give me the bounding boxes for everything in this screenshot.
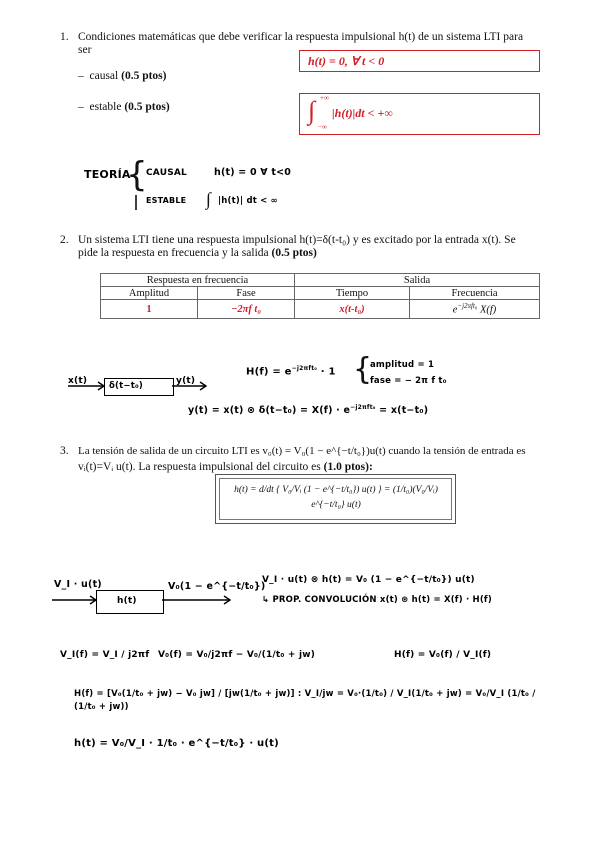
note3-hf: H(f) = V₀(f) / V_I(f)	[394, 650, 492, 660]
q3-text-line1: La tensión de salida de un circuito LTI es v₀(t) = V₀(1 − e^{−t/t₀})u(t) cuando la tensión de entrada es	[78, 445, 526, 457]
q1-causal-dash: –	[78, 70, 84, 82]
note3-vi: V_I(f) = V_I / j2πf	[60, 650, 150, 660]
note2-fase: fase = − 2π f t₀	[370, 376, 447, 386]
note2-yt-exp: −j2πft₀	[350, 404, 376, 411]
table-value-tiempo: x(t-t₀)	[295, 300, 410, 319]
note2-hf-main: H(f) = e	[246, 366, 292, 378]
note3-block-label: h(t)	[117, 596, 137, 606]
q2-text-line2-a: pide la respuesta en frecuencia y la salida	[78, 247, 269, 259]
integral-sign: ∫	[308, 96, 316, 125]
note2-block-label: δ(t−t₀)	[109, 381, 143, 391]
q3-number: 3.	[60, 445, 69, 457]
note3-out: V₀(1 − e^{−t/t₀})	[168, 581, 266, 592]
note-causal-cond: h(t) = 0 ∀ t<0	[214, 167, 292, 178]
q2-text-line1: Un sistema LTI tiene una respuesta impulsional h(t)=δ(t-t₀) y es excitado por la entrada x(t). Se	[78, 234, 516, 246]
q1-integral-lower: −∞	[318, 123, 327, 131]
note2-block-in: x(t)	[68, 376, 88, 386]
note3-hf2: H(f) = [V₀(1/t₀ + jw) − V₀ jw] / [jw(1/t₀ + jw)] : V_I/jw = V₀·(1/t₀) / V_I(1/t₀ + jw) = V₀/V_I (1/t₀ / (1/t₀ + jw))	[74, 689, 536, 712]
table-header-right: Salida	[295, 274, 540, 287]
brace-icon: {	[126, 155, 148, 195]
note-integral-icon: ∫	[206, 189, 211, 209]
note2-hf-tail: · 1	[320, 366, 336, 378]
freq-base: e	[452, 304, 458, 316]
q3-text-line2-a: vᵢ(t)=Vᵢ u(t). La respuesta impulsional del circuito es	[78, 461, 321, 473]
table-value-amplitud: 1	[101, 300, 198, 319]
q1-estable-label: estable	[89, 101, 122, 113]
note2-block-out: y(t)	[176, 376, 196, 386]
table-value-fase: −2πf t₀	[198, 300, 295, 319]
table-header-left: Respuesta en frecuencia	[101, 274, 295, 287]
note2-amp: amplitud = 1	[370, 360, 435, 370]
q1-causal-label: causal	[89, 70, 119, 82]
q1-estable-dash: –	[78, 101, 84, 113]
note-estable-cond: |h(t)| dt < ∞	[218, 196, 278, 206]
q1-estable-pts: (0.5 ptos)	[124, 101, 170, 113]
q2-number: 2.	[60, 234, 69, 246]
note3-in: V_I · u(t)	[54, 579, 102, 590]
note3-vo: V₀(f) = V₀/j2πf − V₀/(1/t₀ + jw)	[158, 650, 316, 660]
note-teoria: TEORÍA	[84, 168, 131, 181]
note2-yt-main: y(t) = x(t) ⊗ δ(t−t₀) = X(f) · e	[188, 405, 351, 417]
freq-tail: X(f)	[479, 304, 497, 316]
q2-text-line2-pts: (0.5 ptos)	[271, 247, 317, 259]
note3-prop: ↳ PROP. CONVOLUCIÓN x(t) ⊛ h(t) = X(f) · H(f)	[262, 595, 492, 605]
q1-text-line1: Condiciones matemáticas que debe verificar la respuesta impulsional h(t) de un sistema LTI para	[78, 31, 524, 43]
table-subheader-amplitud: Amplitud	[101, 287, 198, 300]
q1-text-line2: ser	[78, 44, 92, 56]
freq-exp: −j2πft₀	[457, 302, 478, 311]
note-causal: CAUSAL	[146, 168, 187, 178]
note2-yt-tail: = x(t−t₀)	[379, 405, 429, 417]
q1-causal-answer: h(t) = 0, ∀ t < 0	[308, 54, 385, 68]
note-estable: ESTABLE	[146, 196, 187, 205]
q1-estable-answer: |h(t)|dt < +∞	[332, 106, 393, 120]
table-subheader-frecuencia: Frecuencia	[410, 287, 540, 300]
note3-conv: V_I · u(t) ⊗ h(t) = V₀ (1 − e^{−t/t₀}) u(t)	[262, 575, 475, 585]
q1-causal-pts: (0.5 ptos)	[121, 70, 167, 82]
q1-integral-upper: +∞	[320, 94, 329, 102]
q3-formula: h(t) = d/dt { V₀/Vᵢ (1 − e^{−t/t₀}) u(t) } = (1/t₀)(V₀/Vᵢ) e^{−t/t₀} u(t)	[234, 485, 438, 510]
brace2-icon: {	[353, 352, 373, 387]
table-subheader-fase: Fase	[198, 287, 295, 300]
note3-ht: h(t) = V₀/V_I · 1/t₀ · e^{−t/t₀} · u(t)	[74, 738, 279, 749]
note2-hf-exp: −j2πft₀	[291, 365, 318, 372]
q3-text-line2-pts: (1.0 ptos):	[323, 461, 373, 473]
q1-number: 1.	[60, 31, 69, 43]
table-subheader-tiempo: Tiempo	[295, 287, 410, 300]
